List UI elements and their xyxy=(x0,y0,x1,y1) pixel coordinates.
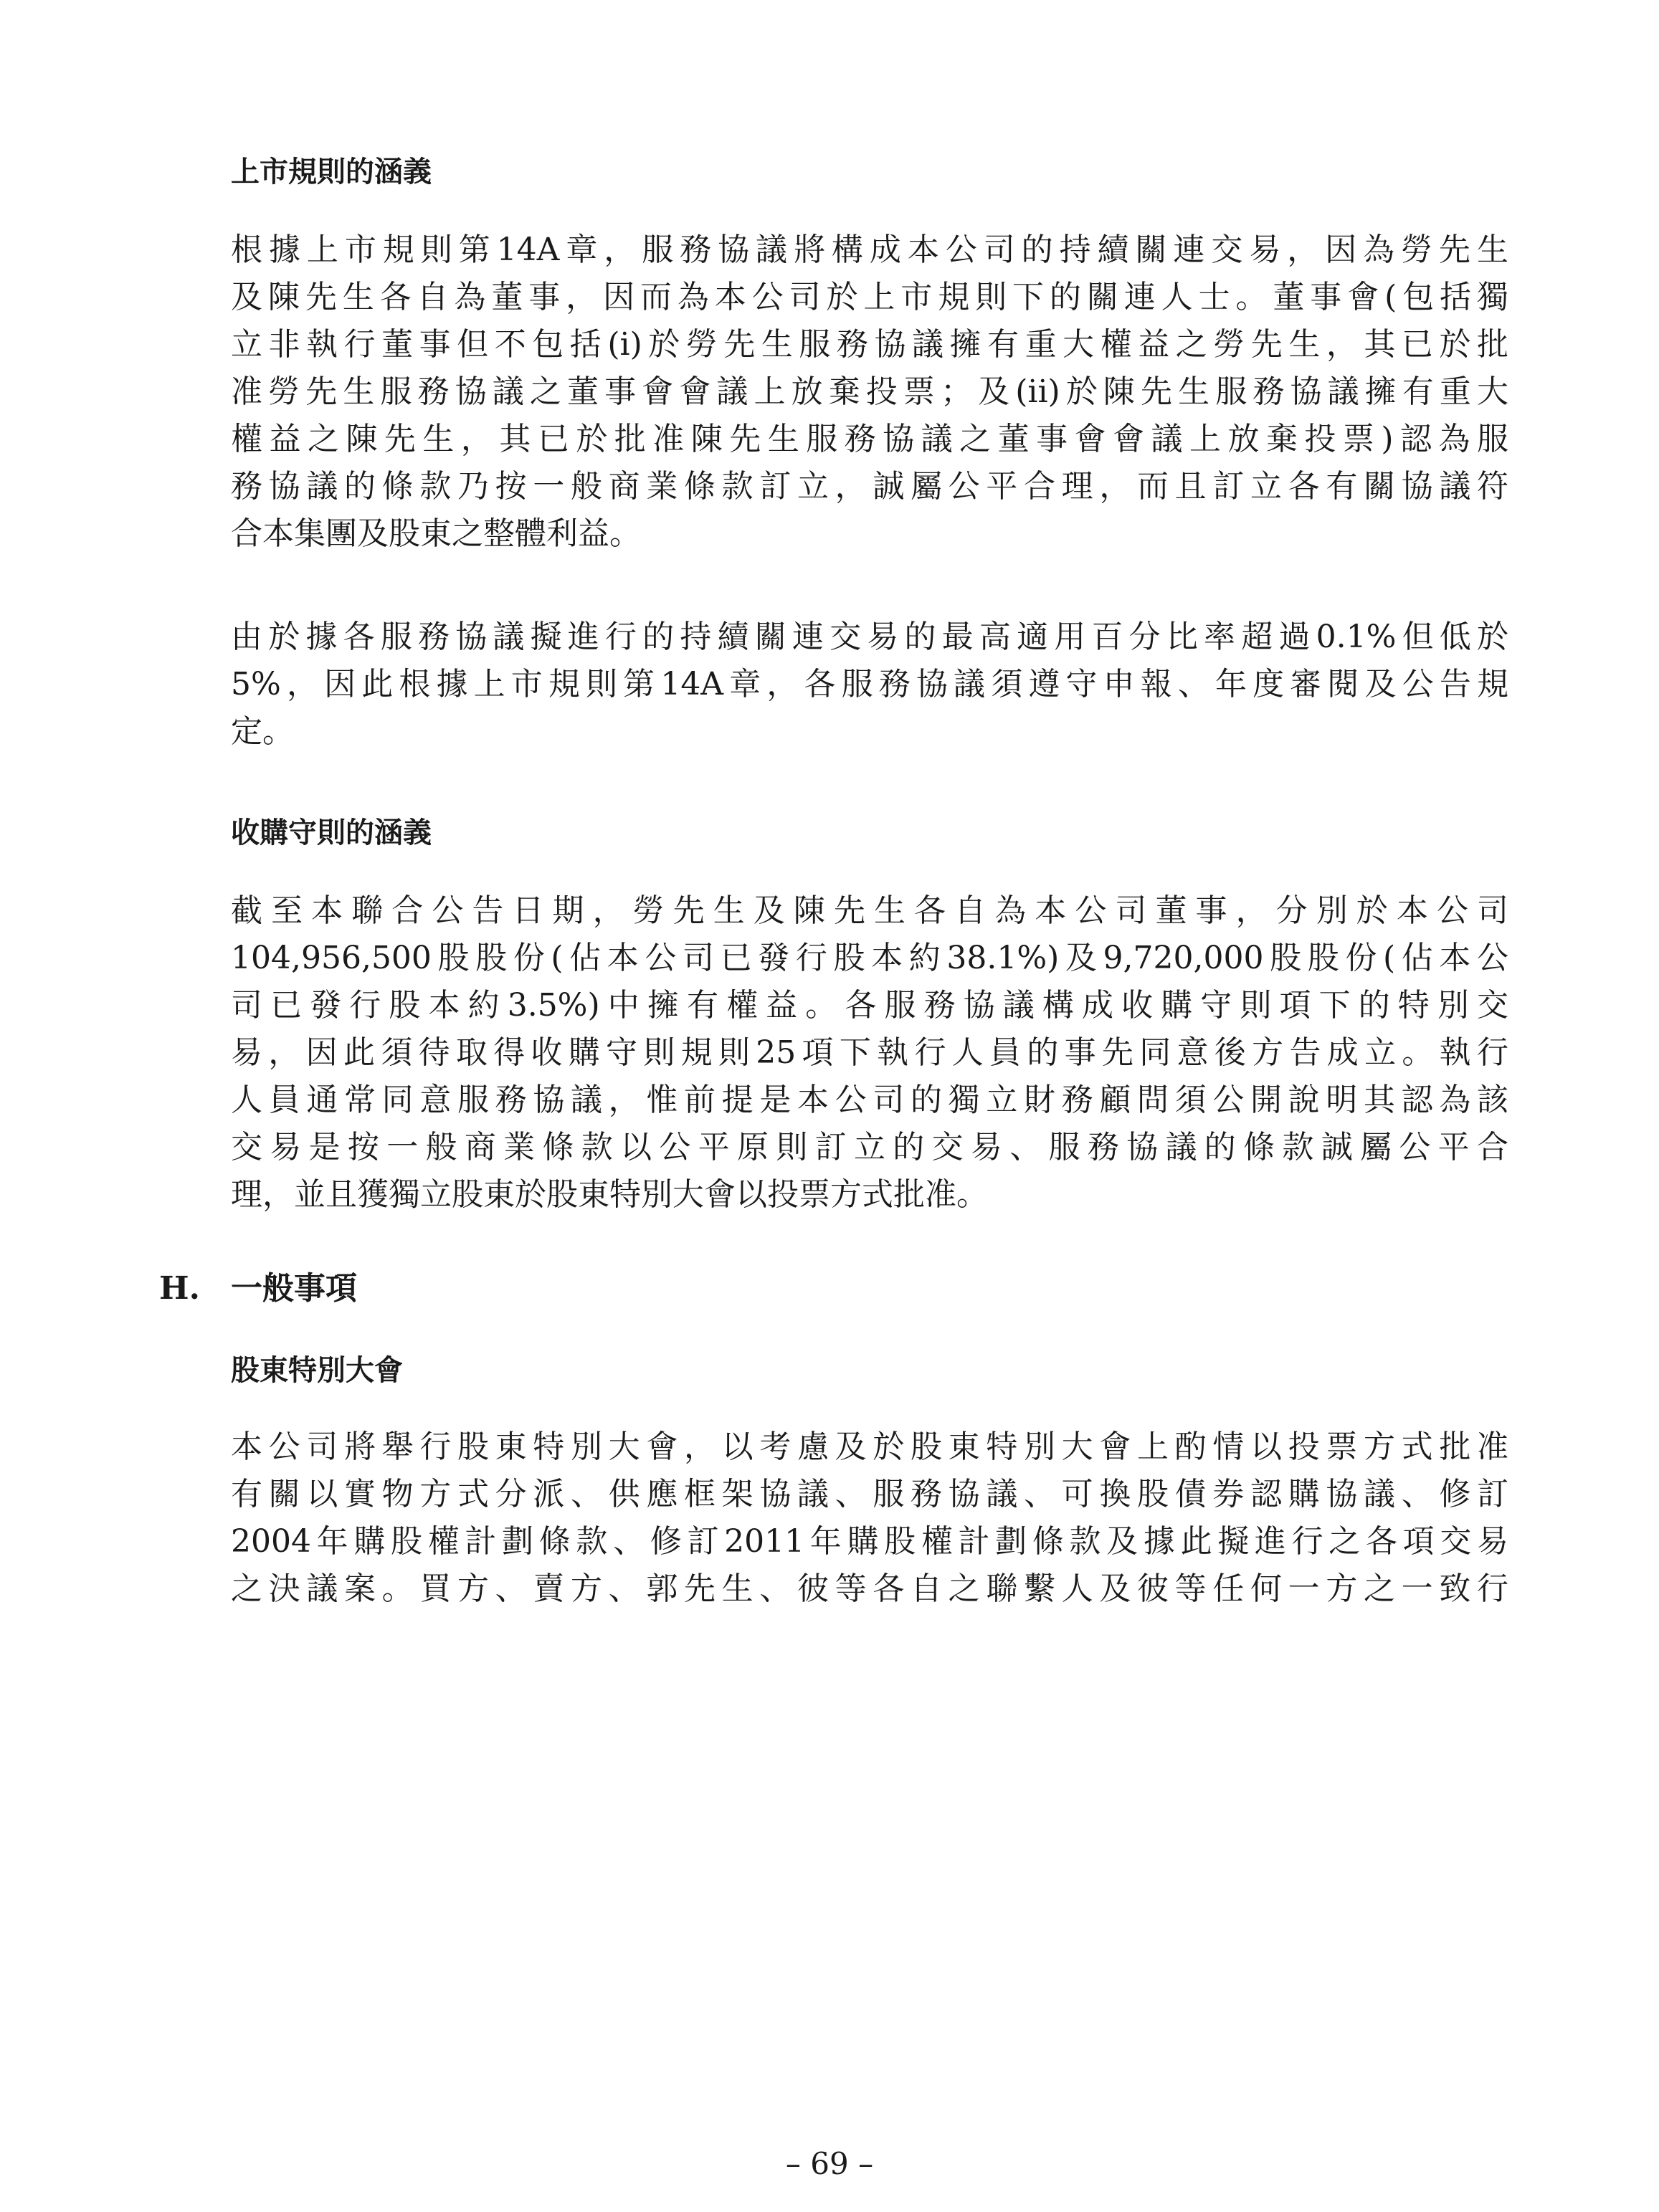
text-line: 有關以實物方式分派、供應框架協議、服務協議、可換股債券認購協議、修訂 xyxy=(231,1476,1508,1512)
text-line: 准勞先生服務協議之董事會會議上放棄投票；及(ii)於陳先生服務協議擁有重大 xyxy=(231,373,1508,410)
text-line: 由於據各服務協議擬進行的持續關連交易的最高適用百分比率超過0.1%但低於 xyxy=(231,619,1508,655)
text-line: 104,956,500股股份(佔本公司已發行股本約38.1%)及9,720,000股股份(佔本公 xyxy=(231,940,1508,976)
listing-rules-paragraph-2 xyxy=(231,614,1508,755)
text-line: 司已發行股本約3.5%)中擁有權益。各服務協議構成收購守則項下的特別交 xyxy=(231,987,1508,1024)
text-line: 本公司將舉行股東特別大會，以考慮及於股東特別大會上酌情以投票方式批准 xyxy=(231,1429,1508,1465)
text-line: 務協議的條款乃按一般商業條款訂立，誠屬公平合理，而且訂立各有關協議符 xyxy=(231,468,1508,505)
text-line: 權益之陳先生，其已於批准陳先生服務協議之董事會會議上放棄投票)認為服 xyxy=(231,421,1508,457)
takeovers-code-paragraph xyxy=(231,887,1508,1219)
text-line: 及陳先生各自為董事，因而為本公司於上市規則下的關連人士。董事會(包括獨 xyxy=(231,279,1508,315)
listing-rules-heading: 上市規則的涵義 xyxy=(231,155,432,189)
section-title: 一般事項 xyxy=(231,1270,357,1307)
text-line: 根據上市規則第14A章，服務協議將構成本公司的持續關連交易，因為勞先生 xyxy=(231,232,1508,268)
text-line: 合本集團及股東之整體利益。 xyxy=(231,515,641,552)
text-line: 之決議案。買方、賣方、郭先生、彼等各自之聯繫人及彼等任何一方之一致行 xyxy=(231,1570,1508,1607)
text-line: 易，因此須待取得收購守則規則25項下執行人員的事先同意後方告成立。執行 xyxy=(231,1034,1508,1071)
text-line: 截至本聯合公告日期，勞先生及陳先生各自為本公司董事，分別於本公司 xyxy=(231,892,1508,929)
section-letter: H. xyxy=(159,1270,200,1307)
general-matters-heading xyxy=(159,1270,357,1307)
text-line: 5%，因此根據上市規則第14A章，各服務協議須遵守申報、年度審閱及公告規 xyxy=(231,666,1508,702)
listing-rules-paragraph-1 xyxy=(231,227,1508,558)
text-line: 理，並且獲獨立股東於股東特別大會以投票方式批准。 xyxy=(231,1176,988,1213)
page-number: – 69 – xyxy=(785,2146,874,2181)
takeovers-code-heading: 收購守則的涵義 xyxy=(231,816,432,849)
egm-paragraph xyxy=(231,1424,1508,1613)
text-line: 交易是按一般商業條款以公平原則訂立的交易、服務協議的條款誠屬公平合 xyxy=(231,1129,1508,1165)
text-line: 立非執行董事但不包括(i)於勞先生服務協議擁有重大權益之勞先生，其已於批 xyxy=(231,326,1508,363)
text-line: 定。 xyxy=(231,713,294,750)
text-line: 人員通常同意服務協議，惟前提是本公司的獨立財務顧問須公開說明其認為該 xyxy=(231,1082,1508,1118)
egm-heading: 股東特別大會 xyxy=(231,1353,403,1387)
text-line: 2004年購股權計劃條款、修訂2011年購股權計劃條款及據此擬進行之各項交易 xyxy=(231,1523,1508,1560)
